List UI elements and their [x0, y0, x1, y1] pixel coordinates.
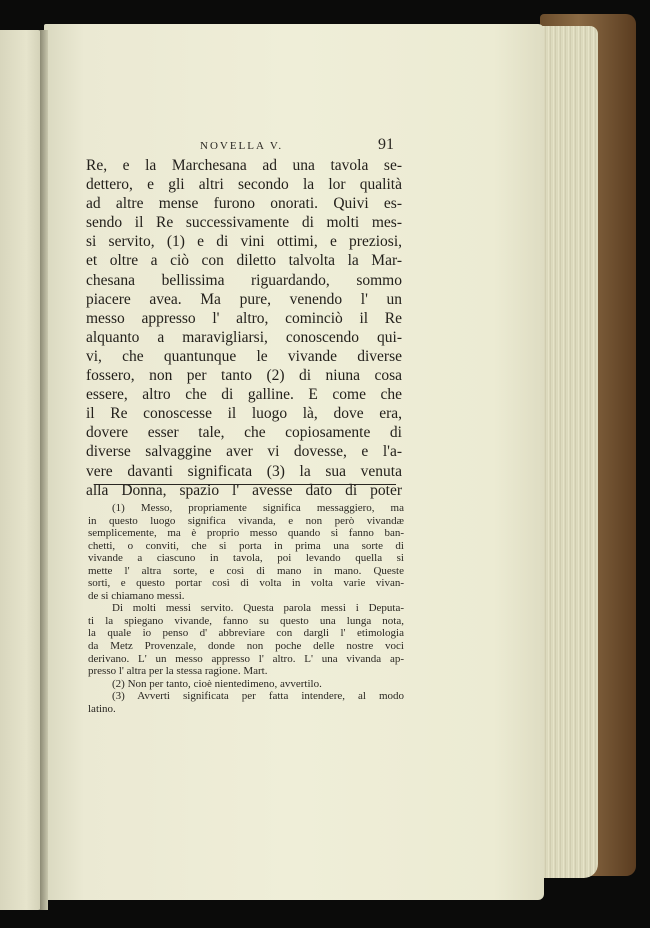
footnote-line: (1) Messo, propriamente significa messaggiero, ma [112, 502, 404, 514]
text-line: vi, che quantunque le vivande diverse [86, 347, 402, 365]
text-line: et oltre a ciò con diletto talvolta la Mar- [86, 252, 402, 270]
footnote-line: mette l' altra sorte, e così di mano in mano. Queste [88, 564, 404, 577]
footnote-line: latino. [88, 702, 116, 715]
footnote-line: semplicemente, ma è proprio messo quando si fanno ban- [88, 527, 404, 540]
text-line: Re, e la Marchesana ad una tavola se- [86, 157, 402, 174]
running-head: NOVELLA V. [200, 140, 284, 152]
footnote-line: chetti, o conviti, che si porta in prima una sorte di [88, 539, 404, 552]
footnote-line: ti la spiegano vivande, fanno su questo una lunga nota, [88, 614, 404, 627]
body-text [86, 156, 402, 500]
text-line: essere, altro che di galline. E come che [86, 386, 402, 404]
text-line: dovere esser tale, che copiosamente di [86, 424, 402, 442]
footnote-line: Di molti messi servito. Questa parola messi i Deputa- [112, 602, 404, 615]
text-line: ad altre mense furono onorati. Quivi es- [86, 195, 402, 213]
text-line: messo appresso l' altro, cominciò il Re [86, 309, 402, 327]
text-line: si servito, (1) e di vini ottimi, e preziosi, [86, 233, 402, 251]
footnotes [88, 502, 404, 715]
text-line: alquanto a maravigliarsi, conoscendo qui- [86, 328, 402, 346]
footnote-line: da Metz Provenzale, donde non poche delle nostre voci [88, 640, 404, 653]
footnote-line: in questo luogo significa vivanda, e non però vivandæ [88, 514, 404, 527]
text-line: fossero, non per tanto (2) di niuna cosa [86, 367, 402, 385]
footnote-rule [94, 484, 396, 485]
footnote-line: la quale io penso d' abbreviare con dargli l' etimologia [88, 627, 404, 640]
text-line: il Re conoscesse il luogo là, dove era, [86, 405, 402, 423]
text-line: diverse salvaggine aver vi dovesse, e l'a- [86, 443, 402, 461]
book-gutter [40, 30, 48, 910]
text-line: sendo il Re successivamente di molti mes- [86, 214, 402, 232]
text-line: vere davanti significata (3) la sua venuta [86, 462, 402, 480]
footnote-line: (3) Avverti significata per fatta intendere, al modo [112, 690, 404, 703]
footnote-line: (2) Non per tanto, cioè nientedimeno, avvertilo. [112, 677, 322, 690]
page-number: 91 [378, 136, 394, 153]
footnote-line: vivande a ciascuno in tavola, poi levando quella si [88, 552, 404, 565]
footnote-line: derivano. L' un messo appresso l' altro. L' una vivanda ap- [88, 652, 404, 665]
text-line: dettero, e gli altri secondo la lor qualità [86, 176, 402, 194]
footnote-line: presso l' altra per la stessa ragione. Mart. [88, 665, 268, 678]
text-line: alla Donna, spazio l' avesse dato di poter [86, 481, 402, 499]
footnote-line: sorti, e questo portar così di volta in volta varie vivan- [88, 577, 404, 590]
facing-page-edge [0, 30, 44, 910]
footnote-line: de si chiamano messi. [88, 589, 185, 602]
text-line: chesana bellissima riguardando, sommo [86, 271, 402, 289]
text-line: piacere avea. Ma pure, venendo l' un [86, 290, 402, 308]
